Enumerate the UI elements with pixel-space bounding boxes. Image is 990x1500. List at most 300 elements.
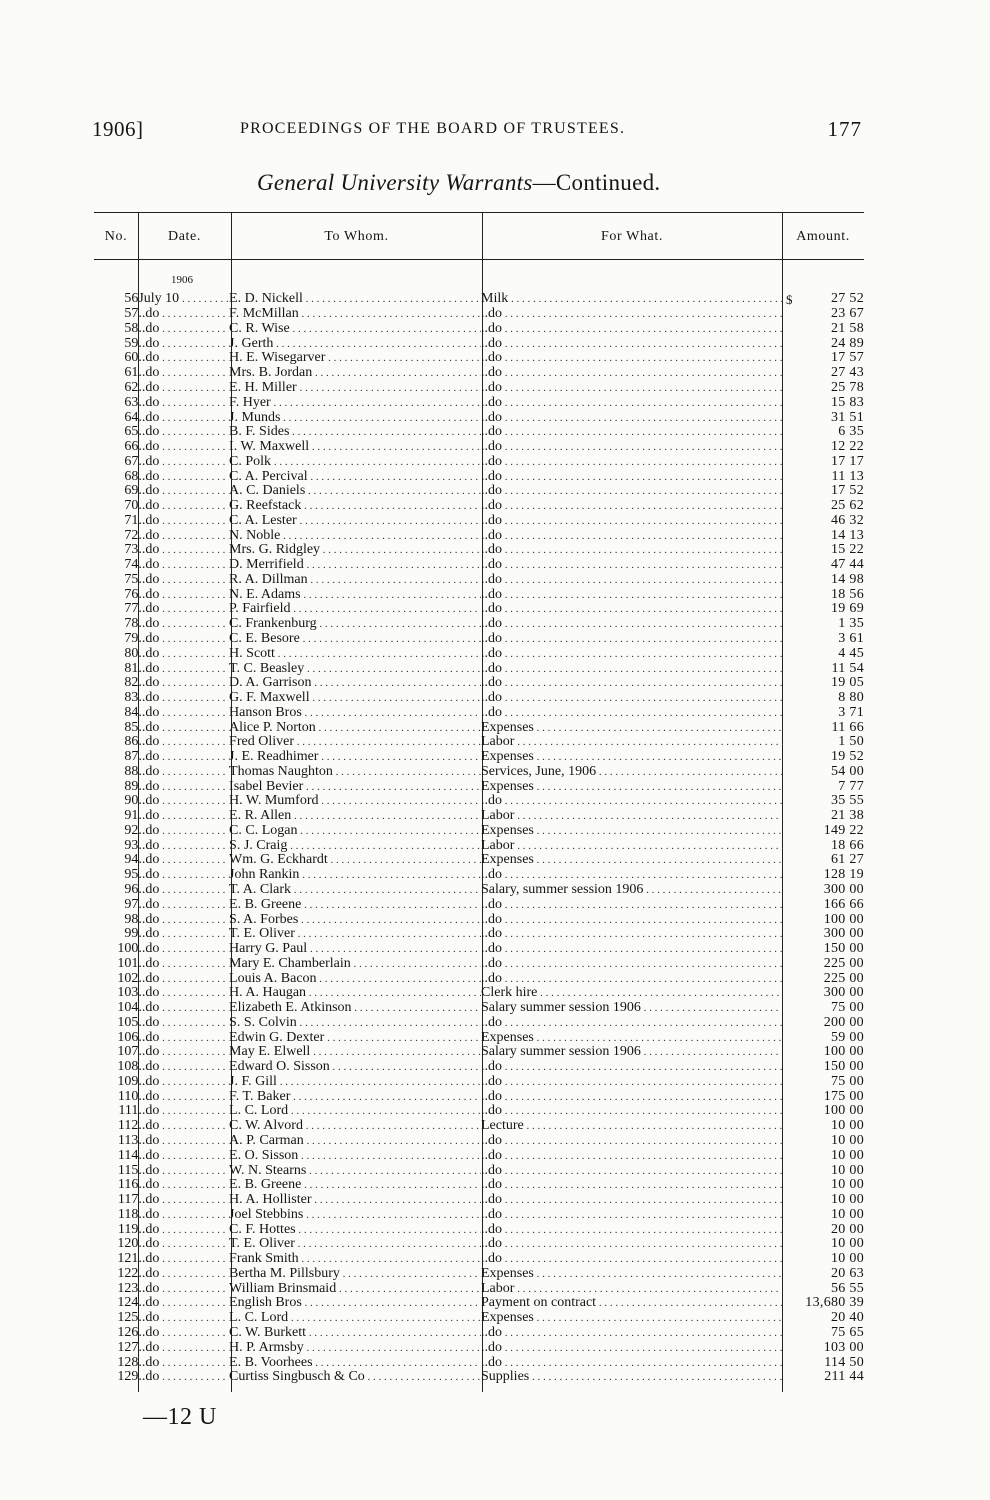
table-row bbox=[94, 765, 864, 780]
payment-purpose: ..do bbox=[481, 1237, 502, 1252]
table-row bbox=[94, 1296, 864, 1311]
payee-name: C. W. Burkett bbox=[229, 1325, 307, 1340]
payee-name: John Rankin bbox=[229, 868, 300, 883]
payment-amount: 21 58 bbox=[831, 321, 864, 336]
warrant-number: 77 bbox=[124, 602, 139, 617]
table-row bbox=[94, 1222, 864, 1237]
table-head-rule bbox=[94, 259, 864, 260]
warrant-number: 105 bbox=[117, 1015, 139, 1030]
payment-amount: 75 65 bbox=[831, 1325, 864, 1340]
payment-amount: 10 00 bbox=[831, 1163, 864, 1178]
header-year: 1906] bbox=[92, 117, 144, 141]
warrant-date: ..do bbox=[138, 927, 160, 942]
table-row bbox=[94, 587, 864, 602]
payee-name: J. F. Gill bbox=[229, 1074, 277, 1089]
warrant-date: ..do bbox=[138, 617, 160, 632]
table-row bbox=[94, 1134, 864, 1149]
payment-purpose: ..do bbox=[481, 543, 502, 558]
payment-purpose: ..do bbox=[481, 631, 502, 646]
payee-name: C. F. Hottes bbox=[229, 1222, 296, 1237]
payment-purpose: Expenses bbox=[481, 779, 534, 794]
payment-purpose: ..do bbox=[481, 484, 502, 499]
payment-amount: 14 13 bbox=[831, 528, 864, 543]
payment-purpose: ..do bbox=[481, 1207, 502, 1222]
warrant-number: 125 bbox=[117, 1310, 139, 1326]
warrant-date: ..do bbox=[138, 572, 160, 587]
warrant-number: 106 bbox=[117, 1030, 139, 1045]
payment-purpose: ..do bbox=[481, 351, 502, 366]
warrant-date: ..do bbox=[138, 425, 160, 440]
payment-purpose: ..do bbox=[481, 528, 502, 543]
payment-amount: 225 00 bbox=[823, 956, 864, 971]
payee-name: May E. Elwell bbox=[229, 1045, 311, 1060]
warrants-table bbox=[94, 292, 864, 1385]
table-row bbox=[94, 853, 864, 868]
warrant-number: 114 bbox=[117, 1148, 139, 1163]
payment-purpose: ..do bbox=[481, 380, 502, 395]
table-row bbox=[94, 956, 864, 971]
warrant-date: ..do bbox=[138, 469, 160, 484]
warrant-date: ..do bbox=[138, 1296, 160, 1311]
payment-amount: 166 66 bbox=[823, 897, 864, 912]
warrant-number: 83 bbox=[124, 690, 139, 706]
warrant-date: ..do bbox=[138, 380, 160, 395]
payment-purpose: ..do bbox=[481, 691, 502, 706]
warrant-number: 97 bbox=[124, 897, 139, 912]
table-row bbox=[94, 661, 864, 676]
payment-purpose: ..do bbox=[481, 513, 502, 528]
payee-name: B. F. Sides bbox=[229, 425, 290, 440]
payment-amount: 149 22 bbox=[823, 823, 864, 838]
warrant-date: ..do bbox=[138, 1148, 160, 1163]
payment-amount: 27 43 bbox=[831, 365, 864, 381]
warrant-number: 92 bbox=[124, 823, 139, 838]
payee-name: E. R. Allen bbox=[229, 809, 292, 824]
table-row bbox=[94, 1163, 864, 1178]
payment-amount: 11 13 bbox=[831, 469, 864, 484]
payee-name: T. E. Oliver bbox=[229, 927, 295, 942]
warrant-date: ..do bbox=[138, 676, 160, 691]
warrant-date: ..do bbox=[138, 912, 160, 927]
table-row bbox=[94, 809, 864, 824]
payment-amount: 75 00 bbox=[831, 1000, 864, 1016]
payee-name: G. Reefstack bbox=[229, 499, 302, 514]
payment-amount: 47 44 bbox=[831, 557, 864, 573]
payment-amount: 3 71 bbox=[838, 705, 864, 720]
warrant-number: 76 bbox=[124, 587, 139, 602]
payment-purpose: Lecture bbox=[481, 1119, 524, 1134]
payee-name: J. Munds bbox=[229, 410, 281, 425]
payment-amount: 18 66 bbox=[831, 838, 864, 853]
payee-name: P. Fairfield bbox=[229, 602, 291, 617]
payee-name: L. C. Lord bbox=[229, 1104, 289, 1119]
payment-purpose: ..do bbox=[481, 1178, 502, 1193]
payment-purpose: ..do bbox=[481, 425, 502, 440]
warrant-number: 120 bbox=[117, 1237, 139, 1252]
table-row bbox=[94, 794, 864, 809]
warrant-date: ..do bbox=[138, 1104, 160, 1119]
payee-name: Frank Smith bbox=[229, 1252, 299, 1267]
section-title-italic: General University Warrants bbox=[257, 170, 533, 195]
payment-purpose: ..do bbox=[481, 794, 502, 809]
warrant-number: 75 bbox=[124, 572, 139, 587]
payment-amount: 300 00 bbox=[823, 926, 864, 942]
warrant-date: ..do bbox=[138, 1074, 160, 1089]
warrant-date: ..do bbox=[138, 513, 160, 528]
warrant-number: 99 bbox=[124, 926, 139, 942]
warrant-number: 80 bbox=[124, 646, 139, 661]
table-row bbox=[94, 1370, 864, 1385]
warrant-date: ..do bbox=[138, 440, 160, 455]
warrant-date: ..do bbox=[138, 971, 160, 986]
payment-amount: 10 00 bbox=[831, 1177, 864, 1193]
payee-name: C. A. Percival bbox=[229, 469, 308, 484]
payee-name: S. J. Craig bbox=[229, 838, 288, 853]
payee-name: L. C. Lord bbox=[229, 1311, 289, 1326]
warrant-date: ..do bbox=[138, 705, 160, 720]
payment-purpose: ..do bbox=[481, 499, 502, 514]
warrant-number: 115 bbox=[117, 1163, 139, 1178]
payment-purpose: ..do bbox=[481, 705, 502, 720]
warrant-date: ..do bbox=[138, 779, 160, 794]
warrant-date: ..do bbox=[138, 942, 160, 957]
payee-name: Mary E. Chamberlain bbox=[229, 956, 351, 971]
warrant-number: 129 bbox=[117, 1369, 139, 1385]
payment-amount: 18 56 bbox=[831, 587, 864, 602]
warrant-date: ..do bbox=[138, 661, 160, 676]
table-row bbox=[94, 691, 864, 706]
payment-amount: 10 00 bbox=[831, 1133, 864, 1149]
payment-amount: 10 00 bbox=[831, 1118, 864, 1134]
payment-purpose: ..do bbox=[481, 1163, 502, 1178]
warrant-date: ..do bbox=[138, 543, 160, 558]
payee-name: E. B. Greene bbox=[229, 1178, 302, 1193]
table-row bbox=[94, 440, 864, 455]
warrant-date: ..do bbox=[138, 1355, 160, 1370]
warrant-number: 94 bbox=[124, 853, 139, 868]
payment-amount: 25 78 bbox=[831, 380, 864, 395]
payment-purpose: ..do bbox=[481, 1325, 502, 1340]
warrant-date: ..do bbox=[138, 956, 160, 971]
payment-purpose: ..do bbox=[481, 1193, 502, 1208]
payment-purpose: Salary summer session 1906 bbox=[481, 1001, 641, 1016]
payment-amount: 10 00 bbox=[831, 1207, 864, 1222]
warrant-date: ..do bbox=[138, 307, 160, 322]
payment-amount: 6 35 bbox=[838, 424, 864, 440]
warrant-number: 68 bbox=[124, 469, 139, 484]
warrant-date: ..do bbox=[138, 587, 160, 602]
payment-amount: 150 00 bbox=[823, 1059, 864, 1075]
table-row bbox=[94, 1252, 864, 1267]
table-row bbox=[94, 1148, 864, 1163]
payment-amount: 3 61 bbox=[838, 631, 864, 646]
warrant-date: ..do bbox=[138, 336, 160, 351]
payment-amount: 17 52 bbox=[831, 483, 864, 499]
payment-purpose: ..do bbox=[481, 956, 502, 971]
payment-purpose: ..do bbox=[481, 572, 502, 587]
payee-name: Hanson Bros bbox=[229, 705, 302, 720]
warrant-date: ..do bbox=[138, 528, 160, 543]
warrant-date: ..do bbox=[138, 1222, 160, 1237]
warrant-date: ..do bbox=[138, 1281, 160, 1296]
payee-name: J. Gerth bbox=[229, 336, 274, 351]
warrant-number: 121 bbox=[117, 1251, 139, 1267]
warrant-date: ..do bbox=[138, 1045, 160, 1060]
table-row bbox=[94, 883, 864, 898]
payment-amount: 128 19 bbox=[823, 867, 864, 883]
warrant-number: 122 bbox=[117, 1266, 139, 1281]
warrant-number: 67 bbox=[124, 454, 139, 469]
payee-name: C. R. Wise bbox=[229, 321, 290, 336]
payee-name: C. E. Besore bbox=[229, 631, 300, 646]
payment-purpose: Expenses bbox=[481, 750, 534, 765]
payment-amount: 10 00 bbox=[831, 1148, 864, 1163]
warrant-number: 100 bbox=[117, 941, 139, 957]
payment-purpose: ..do bbox=[481, 1074, 502, 1089]
payment-amount: 25 62 bbox=[831, 498, 864, 514]
payee-name: F. Hyer bbox=[229, 395, 271, 410]
payment-purpose: ..do bbox=[481, 1355, 502, 1370]
table-row bbox=[94, 395, 864, 410]
payment-amount: 27 52 bbox=[831, 292, 864, 307]
payment-purpose: ..do bbox=[481, 912, 502, 927]
warrant-date: ..do bbox=[138, 602, 160, 617]
payment-purpose: ..do bbox=[481, 1252, 502, 1267]
warrant-number: 70 bbox=[124, 498, 139, 514]
payment-purpose: ..do bbox=[481, 587, 502, 602]
payment-amount: 21 38 bbox=[831, 808, 864, 824]
payment-amount: 175 00 bbox=[823, 1089, 864, 1104]
payee-name: A. C. Daniels bbox=[229, 484, 306, 499]
warrant-date: ..do bbox=[138, 1370, 160, 1385]
warrant-date: ..do bbox=[138, 366, 160, 381]
table-row bbox=[94, 779, 864, 794]
payment-purpose: Milk bbox=[481, 292, 509, 307]
payee-name: H. A. Haugan bbox=[229, 986, 307, 1001]
payment-purpose: ..do bbox=[481, 897, 502, 912]
payment-purpose: ..do bbox=[481, 410, 502, 425]
table-row bbox=[94, 292, 864, 307]
payee-name: C. A. Lester bbox=[229, 513, 297, 528]
payment-purpose: ..do bbox=[481, 646, 502, 661]
payment-amount: 19 69 bbox=[831, 602, 864, 617]
payment-purpose: ..do bbox=[481, 617, 502, 632]
payment-purpose: Labor bbox=[481, 735, 515, 750]
warrant-number: 74 bbox=[124, 557, 139, 573]
warrant-number: 78 bbox=[124, 616, 139, 632]
payment-purpose: ..do bbox=[481, 942, 502, 957]
payment-amount: 20 40 bbox=[831, 1310, 864, 1326]
payment-amount: 17 57 bbox=[831, 351, 864, 366]
warrant-number: 119 bbox=[117, 1222, 139, 1237]
payee-name: E. B. Voorhees bbox=[229, 1355, 313, 1370]
warrant-date: ..do bbox=[138, 484, 160, 499]
payment-purpose: ..do bbox=[481, 321, 502, 336]
table-row bbox=[94, 1001, 864, 1016]
payee-name: Wm. G. Eckhardt bbox=[229, 853, 328, 868]
payee-name: Louis A. Bacon bbox=[229, 971, 317, 986]
warrant-date: ..do bbox=[138, 1163, 160, 1178]
warrant-number: 118 bbox=[117, 1207, 139, 1222]
warrant-number: 95 bbox=[124, 867, 139, 883]
table-row bbox=[94, 1104, 864, 1119]
warrant-number: 111 bbox=[118, 1104, 139, 1119]
warrant-date: ..do bbox=[138, 1060, 160, 1075]
payment-purpose: ..do bbox=[481, 1104, 502, 1119]
table-row bbox=[94, 735, 864, 750]
warrant-number: 117 bbox=[117, 1192, 139, 1208]
warrant-number: 63 bbox=[124, 395, 139, 410]
table-row bbox=[94, 336, 864, 351]
payment-amount: 19 05 bbox=[831, 675, 864, 691]
warrant-number: 65 bbox=[124, 424, 139, 440]
table-row bbox=[94, 573, 864, 588]
warrant-date: ..do bbox=[138, 395, 160, 410]
running-header bbox=[92, 117, 862, 143]
warrant-number: 71 bbox=[124, 513, 139, 528]
payment-purpose: Services, June, 1906 bbox=[481, 764, 597, 779]
warrant-number: 108 bbox=[117, 1059, 139, 1075]
warrant-number: 110 bbox=[117, 1089, 139, 1104]
warrant-number: 81 bbox=[124, 661, 139, 676]
warrant-date: ..do bbox=[138, 321, 160, 336]
payment-purpose: Expenses bbox=[481, 1030, 534, 1045]
warrant-number: 59 bbox=[124, 336, 139, 351]
warrant-number: 93 bbox=[124, 838, 139, 853]
payee-name: Mrs. G. Ridgley bbox=[229, 543, 321, 558]
payee-name: Thomas Naughton bbox=[229, 764, 333, 779]
table-row bbox=[94, 1281, 864, 1296]
table-row bbox=[94, 322, 864, 337]
payee-name: D. Merrifield bbox=[229, 558, 304, 573]
warrant-date: ..do bbox=[138, 558, 160, 573]
payee-name: Joel Stebbins bbox=[229, 1207, 304, 1222]
table-row bbox=[94, 1016, 864, 1031]
payee-name: Mrs. B. Jordan bbox=[229, 366, 313, 381]
warrant-number: 85 bbox=[124, 720, 139, 735]
payment-amount: 150 00 bbox=[823, 941, 864, 957]
payment-amount: 11 54 bbox=[831, 661, 864, 676]
warrant-date: ..do bbox=[138, 1237, 160, 1252]
payee-name: H. E. Wisegarver bbox=[229, 351, 326, 366]
warrant-date: ..do bbox=[138, 838, 160, 853]
payee-name: G. F. Maxwell bbox=[229, 691, 310, 706]
payment-amount: 11 66 bbox=[831, 720, 864, 735]
payee-name: F. T. Baker bbox=[229, 1089, 291, 1104]
payee-name: H. W. Mumford bbox=[229, 794, 319, 809]
warrant-number: 113 bbox=[117, 1133, 139, 1149]
payee-name: Curtiss Singbusch & Co bbox=[229, 1370, 365, 1385]
payment-purpose: ..do bbox=[481, 661, 502, 676]
table-row bbox=[94, 1075, 864, 1090]
payment-amount: 100 00 bbox=[823, 1045, 864, 1060]
warrant-number: 101 bbox=[117, 956, 139, 971]
payment-purpose: ..do bbox=[481, 469, 502, 484]
table-row bbox=[94, 425, 864, 440]
warrant-number: 109 bbox=[117, 1074, 139, 1089]
warrant-date: ..do bbox=[138, 1193, 160, 1208]
payment-amount: 14 98 bbox=[831, 572, 864, 587]
payment-amount: 15 22 bbox=[831, 543, 864, 558]
table-row bbox=[94, 971, 864, 986]
warrant-number: 96 bbox=[124, 882, 139, 897]
warrant-date: ..do bbox=[138, 1325, 160, 1340]
warrant-date: ..do bbox=[138, 897, 160, 912]
payment-purpose: Payment on contract bbox=[481, 1296, 597, 1311]
warrant-date: ..do bbox=[138, 1252, 160, 1267]
warrant-number: 123 bbox=[117, 1281, 139, 1296]
table-row bbox=[94, 1326, 864, 1341]
warrant-number: 87 bbox=[124, 749, 139, 765]
warrant-number: 107 bbox=[117, 1045, 139, 1060]
warrant-number: 126 bbox=[117, 1325, 139, 1340]
warrant-date: ..do bbox=[138, 1178, 160, 1193]
table-row bbox=[94, 868, 864, 883]
table-row bbox=[94, 617, 864, 632]
table-row bbox=[94, 632, 864, 647]
warrant-date: ..do bbox=[138, 720, 160, 735]
payment-purpose: ..do bbox=[481, 971, 502, 986]
payment-amount: 20 00 bbox=[831, 1222, 864, 1237]
payee-name: H. P. Armsby bbox=[229, 1340, 304, 1355]
payee-name: N. Noble bbox=[229, 528, 281, 543]
payment-amount: 7 77 bbox=[838, 779, 864, 794]
payment-amount: 211 44 bbox=[824, 1369, 864, 1385]
warrant-number: 86 bbox=[124, 734, 139, 750]
payment-purpose: Clerk hire bbox=[481, 986, 538, 1001]
payment-amount: 200 00 bbox=[823, 1015, 864, 1030]
payee-name: C. W. Alvord bbox=[229, 1119, 303, 1134]
warrant-date: ..do bbox=[138, 1001, 160, 1016]
payment-purpose: ..do bbox=[481, 1015, 502, 1030]
warrant-date: ..do bbox=[138, 868, 160, 883]
payment-purpose: ..do bbox=[481, 1222, 502, 1237]
payee-name: E. D. Nickell bbox=[229, 292, 303, 307]
warrant-date: ..do bbox=[138, 1311, 160, 1326]
table-row bbox=[94, 927, 864, 942]
warrant-number: 82 bbox=[124, 675, 139, 691]
table-row bbox=[94, 1355, 864, 1370]
warrant-date: ..do bbox=[138, 691, 160, 706]
payee-name: Edwin G. Dexter bbox=[229, 1030, 325, 1045]
payment-amount: 15 83 bbox=[831, 395, 864, 410]
payee-name: W. N. Stearns bbox=[229, 1163, 307, 1178]
warrant-number: 127 bbox=[117, 1340, 139, 1355]
warrant-date: ..do bbox=[138, 646, 160, 661]
table-row bbox=[94, 838, 864, 853]
payee-name: C. C. Logan bbox=[229, 823, 298, 838]
col-header-amount: Amount. bbox=[796, 229, 850, 244]
payment-amount: 100 00 bbox=[823, 1104, 864, 1119]
table-row bbox=[94, 1045, 864, 1060]
table-row bbox=[94, 484, 864, 499]
warrant-date: ..do bbox=[138, 1340, 160, 1355]
payee-name: T. A. Clark bbox=[229, 883, 292, 897]
payment-amount: 300 00 bbox=[823, 985, 864, 1001]
table-row bbox=[94, 381, 864, 396]
payment-amount: 17 17 bbox=[831, 454, 864, 469]
year-label: 1906 bbox=[171, 274, 193, 286]
warrant-number: 91 bbox=[124, 808, 139, 824]
payment-amount: 300 00 bbox=[823, 882, 864, 897]
payee-name: R. A. Dillman bbox=[229, 572, 308, 587]
table-row bbox=[94, 410, 864, 425]
payment-purpose: Supplies bbox=[481, 1370, 530, 1385]
table-row bbox=[94, 602, 864, 617]
payee-name: Harry G. Paul bbox=[229, 942, 308, 957]
payment-amount: 31 51 bbox=[831, 410, 864, 425]
warrant-number: 84 bbox=[124, 705, 139, 720]
